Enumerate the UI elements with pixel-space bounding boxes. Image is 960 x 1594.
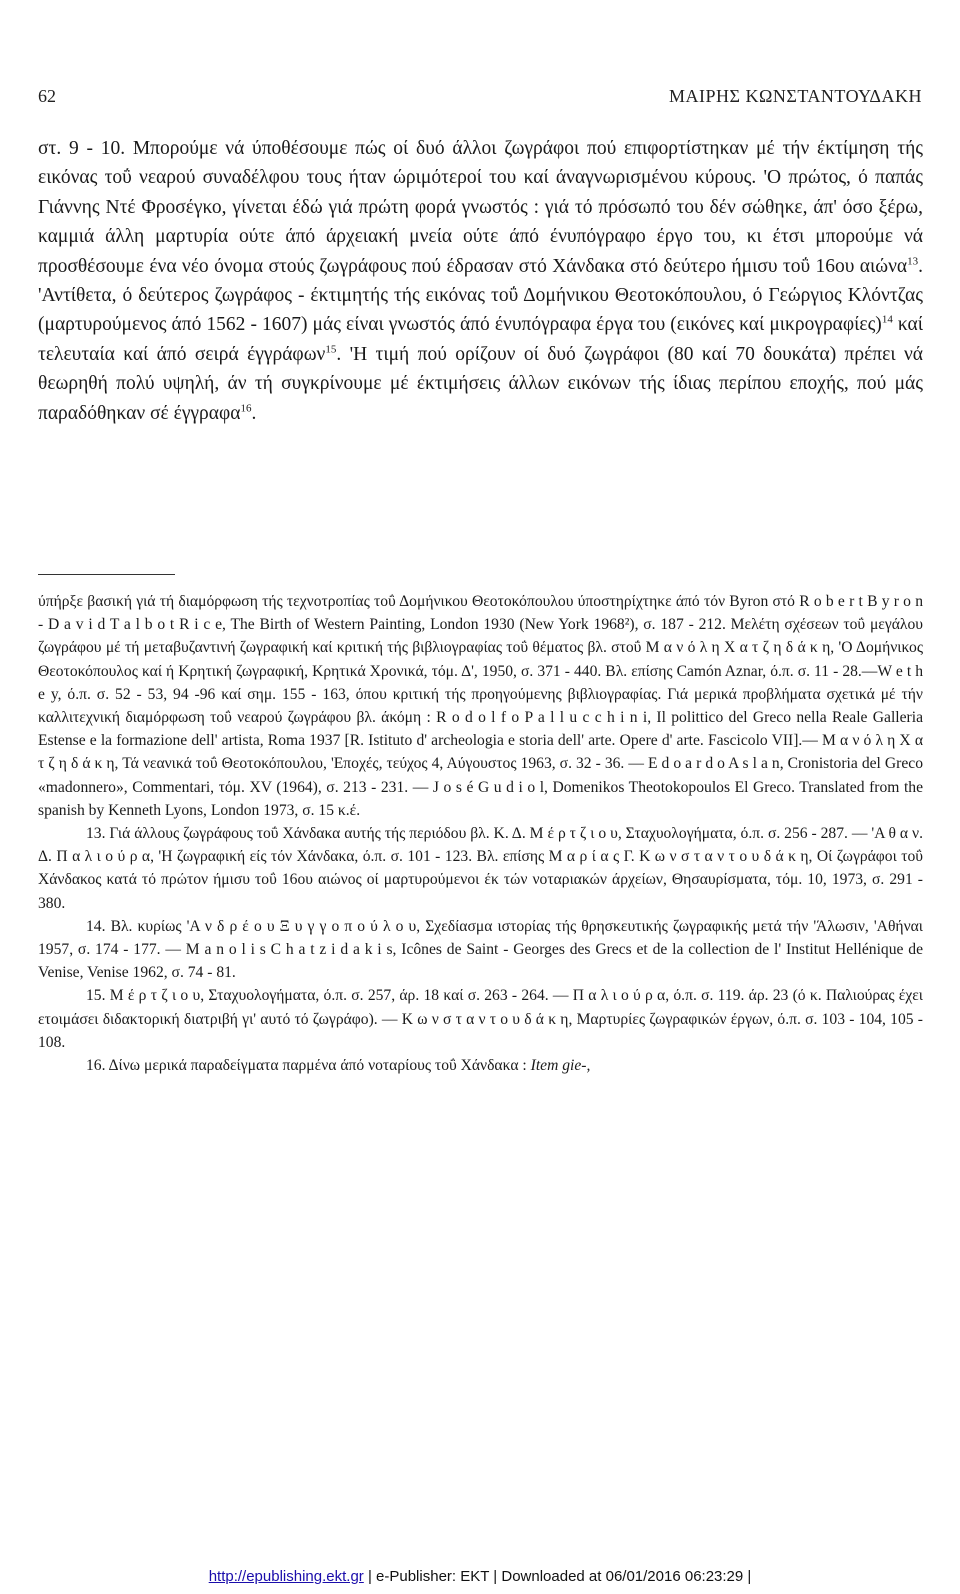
- body-text: . 'Η τιμή πού ορίζουν οί δυό ζωγράφοι (80 καί 70 δουκάτα) πρέπει νά θεωρηθή πολύ υψηλή, άν τή συγκρίνουμε μέ έκτιμήσεις άλλων εικόνων τής ίδιας περίπου εποχής, πού μάς παραδόθηκαν σέ έγγραφα: [38, 343, 923, 424]
- body-text: . 'Αντίθετα, ό δεύτερος ζωγράφος - έκτιμητής τής εικόνας τοΰ Δομήνικου Θεοτοκόπουλου, ό Γεώργιος Κλόντζας (μαρτυρούμενος άπό 1562 - 1607) μάς είναι γνωστός άπό ένυπόγραφα έργα του (εικόνες καί μικρογραφίες): [38, 255, 923, 336]
- body-paragraph: [38, 134, 923, 428]
- footer-text: | e-Publisher: EKT | Downloaded at 06/01/2016 06:23:29 |: [363, 1568, 752, 1585]
- running-head: ΜΑΙΡΗΣ ΚΩΝΣΤΑΝΤΟΥΔΑΚΗ: [669, 86, 922, 106]
- main-text: [38, 134, 923, 428]
- footnote-12-continued: ύπήρξε βασική γιά τή διαμόρφωση τής τεχνοτροπίας τοΰ Δομήνικου Θεοτοκόπουλου ύποστηρίχτηκε άπό τόν Byron στό R o b e r t B y r o n - D a v i d T a l b o t R i c e, The Birth of Western Painting, London 1930 (New York 1968²), σ. 187 - 212. Μελέτη σχέσεων τοΰ μεγάλου ζωγράφου μέ τή μεταβυζαντινή ζωγραφική καί κριτική τής βιβλιογραφίας τοΰ θέματος βλ. στοΰ Μ α ν ό λ η Χ α τ ζ η δ ά κ η, 'Ο Δομήνικος Θεοτοκόπουλος καί ή Κρητική ζωγραφική, Κρητικά Χρονικά, τόμ. Δ', 1950, σ. 371 - 440. Βλ. επίσης Camón Aznar, ό.π. σ. 11 - 28.—W e t h e y, ό.π. σ. 52 - 53, 94 -96 καί σημ. 155 - 163, όπου κριτική τής προηγούμενης βιβλιογραφίας. Γιά μερικά προβλήματα σχετικά μέ τήν καλλιτεχνική διαμόρφωση τοΰ νεαρού ζωγράφου βλ. άκόμη : R o d o l f o P a l l u c c h i n i, Il polittico del Greco nella Reale Galleria Estense e la formazione dell' artista, Roma 1937 [R. Istituto d' archeologia e storia dell' arte. Opere d' arte. Fascicolo VII].— Μ α ν ό λ η Χ α τ ζ η δ ά κ η, Τά νεανικά τοΰ Θεοτοκόπουλου, 'Εποχές, τεύχος 4, Αύγουστος 1963, σ. 32 - 36. — E d o a r d o A s l a n, Cronistoria del Greco «madonnero», Commentari, τόμ. XV (1964), σ. 213 - 231. — J o s é G u d i o l, Domenikos Theotokopoulos El Greco. Translated from the spanish by Kenneth Lyons, London 1973, σ. 15 κ.έ.: [38, 593, 923, 819]
- footnote-ref-14[interactable]: 14: [881, 313, 893, 326]
- footnote-16-text: 16. Δίνω μερικά παραδείγματα παρμένα άπό νοταρίους τοΰ Χάνδακα :: [86, 1057, 531, 1075]
- footnote-14: 14. Βλ. κυρίως 'Α ν δ ρ έ ο υ Ξ υ γ γ ο π ο ύ λ ο υ, Σχεδίασμα ιστορίας τής θρησκευτικής ζωγραφικής μετά τήν 'Άλωσιν, 'Αθήναι 1957, σ. 174 - 177. — M a n o l i s C h a t z i d a k i s, Icônes de Saint - Georges des Grecs et de la collection de l' Institut Hellénique de Venise, Venise 1962, σ. 74 - 81.: [38, 917, 923, 982]
- footnote-13: 13. Γιά άλλους ζωγράφους τοΰ Χάνδακα αυτής τής περιόδου βλ. Κ. Δ. Μ έ ρ τ ζ ι ο υ, Σταχυολογήματα, ό.π. σ. 256 - 287. — 'Α θ α ν. Δ. Π α λ ι ο ύ ρ α, 'Η ζωγραφική είς τόν Χάνδακα, ό.π. σ. 101 - 123. Βλ. επίσης Μ α ρ ί α ς Γ. Κ ω ν σ τ α ν τ ο υ δ ά κ η, Οί ζωγράφοι τοΰ Χάνδακος κατά τό πρώτον ήμισυ τοΰ 16ου αιώνος οί μαρτυρούμενοι έκ τών νοταριακών άρχείων, Θησαυρίσματα, τόμ. 10, 1973, σ. 291 - 380.: [38, 825, 923, 912]
- page-number: 62: [38, 86, 56, 106]
- page-header: [38, 86, 922, 112]
- footnote-ref-15[interactable]: 15: [325, 343, 337, 356]
- body-text: .: [251, 402, 257, 424]
- footnote-ref-13[interactable]: 13: [907, 255, 919, 268]
- footnote-16: [38, 1054, 923, 1077]
- body-text: καί τελευταία καί άπό σειρά έγγράφων: [38, 314, 923, 365]
- body-text: στ. 9 - 10. Μπορούμε νά ύποθέσουμε πώς οί δυό άλλοι ζωγράφοι πού επιφορτίστηκαν μέ τήν έκτίμηση τής εικόνας τοΰ νεαρού συναδέλφου τους ήταν ώριμότεροί του καί άναγνωρισμένου κύρους. 'Ο πρώτος, ό παπάς Γιάννης Ντέ Φροσέγκο, γίνεται έδώ γιά πρώτη φορά γνωστός : γιά τό πρόσωπό του δέν σώθηκε, άπ' όσο ξέρω, καμμιά άλλη μαρτυρία ούτε άπό άρχειακή μνεία ούτε άπό ένυπόγραφο έργο του, κι έτσι μπορούμε νά προσθέσουμε ένα νέο όνομα στούς ζωγράφους πού έδρασαν στό Χάνδακα στό δεύτερο ήμισυ τοΰ 16ου αιώνα: [38, 138, 923, 277]
- footnotes: [38, 590, 923, 1077]
- epublishing-link[interactable]: http://epublishing.ekt.gr: [208, 1568, 364, 1585]
- footnote-ref-16[interactable]: 16: [240, 402, 252, 415]
- footnote-16-italic: Item gie-,: [530, 1057, 591, 1075]
- download-footer: [0, 1568, 960, 1585]
- footnote-15: 15. Μ έ ρ τ ζ ι ο υ, Σταχυολογήματα, ό.π. σ. 257, άρ. 18 καί σ. 263 - 264. — Π α λ ι ο ύ ρ α, ό.π. σ. 119. άρ. 23 (ό κ. Παλιούρας έχει ετοιμάσει διδακτορική διατριβή γι' αυτό τό ζωγράφο). — Κ ω ν σ τ α ν τ ο υ δ ά κ η, Μαρτυρίες ζωγραφικών έργων, ό.π. σ. 103 - 104, 105 - 108.: [38, 987, 923, 1051]
- footnote-separator: [38, 574, 175, 575]
